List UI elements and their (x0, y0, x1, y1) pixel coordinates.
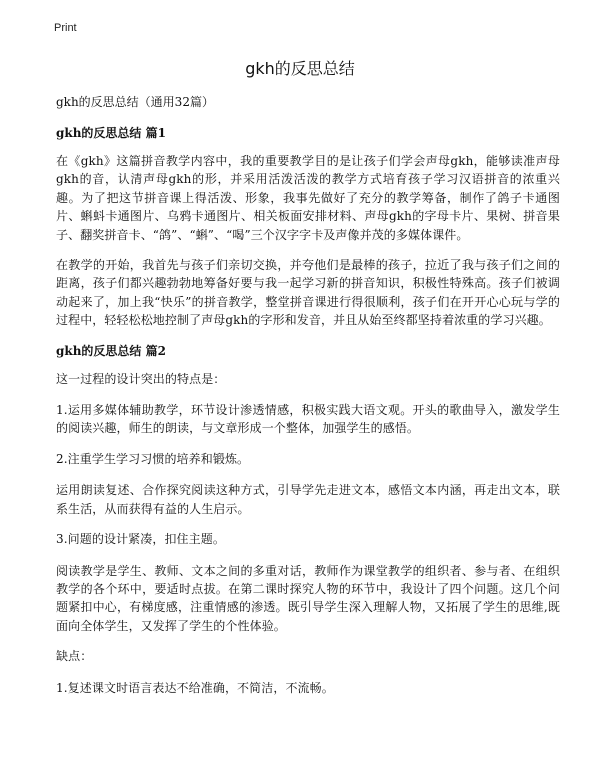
document-title: gkh的反思总结 (245, 59, 355, 78)
paragraph: 1.复述课文时语言表达不给准确，不简洁，不流畅。 (56, 680, 334, 695)
section-heading: gkh的反思总结 篇2 (56, 343, 166, 358)
print-link[interactable]: Print (54, 22, 77, 34)
section-2 (56, 342, 560, 697)
paragraph: 阅读教学是学生、教师、文本之间的多重对话，教师作为课堂教学的组织者、参与者、在组织教学的各个环中，要适时点拔。在第二课时探究人物的环节中，我设计了四个问题。这几个问题紧扣中心，有梯度感，注重情感的渗透。既引导学生深入理解人物，又拓展了学生的思维,既面向全体学生，又发挥了学生的个性体验。 (56, 563, 560, 633)
paragraph: 在教学的开始，我首先与孩子们亲切交换，并夸他们是最棒的孩子，拉近了我与孩子们之间的距离，孩子们都兴趣勃勃地筹备好要与我一起学习新的拼音知识，积极性特殊高。孩子们被调动起来了，加上我“快乐”的拼音教学，整堂拼音课进行得很顺利，孩子们在开开心心玩与学的过程中，轻轻松松地控制了声母gkh的字形和发音，并且从始至终都坚持着浓重的学习兴趣。 (56, 258, 560, 328)
section-heading: gkh的反思总结 篇1 (56, 126, 166, 140)
paragraph: 3.问题的设计紧凑，扣住主题。 (56, 532, 225, 547)
paragraph: 2.注重学生学习习惯的培养和锻炼。 (56, 451, 250, 466)
paragraph: 运用朗读复述、合作探究阅读这种方式，引导学先走进文本，感悟文本内涵，再走出文本，联系生活，从而获得有益的人生启示。 (56, 483, 560, 516)
document-subtitle: gkh的反思总结（通用32篇） (56, 95, 214, 109)
paragraph: 缺点： (56, 649, 93, 664)
paragraph: 这一过程的设计突出的特点是： (56, 371, 226, 386)
paragraph: 在《gkh》这篇拼音教学内容中，我的重要教学目的是让孩子们学会声母gkh，能够读准声母gkh的音，认清声母gkh的形，并采用活泼活泼的教学方式培育孩子学习汉语拼音的浓重兴趣。为了把这节拼音课上得活泼、形象，我事先做好了充分的教学筹备，制作了鸽子卡通图片、蝌蚪卡通图片、乌鸦卡通图片、相关板面安排材料、声母gkh的字母卡片、果树、拼音果子、翻奖拼音卡、“鸽”、“蝌”、“喝”三个汉字字卡及声像并茂的多媒体课件。 (56, 154, 560, 242)
section-1 (56, 124, 560, 330)
document-body (56, 93, 560, 709)
paragraph: 1.运用多媒体辅助教学，环节设计渗透情感，积极实践大语文观。开头的歌曲导入，激发学生的阅读兴趣，师生的朗读，与文章形成一个整体，加强学生的感悟。 (56, 403, 560, 436)
